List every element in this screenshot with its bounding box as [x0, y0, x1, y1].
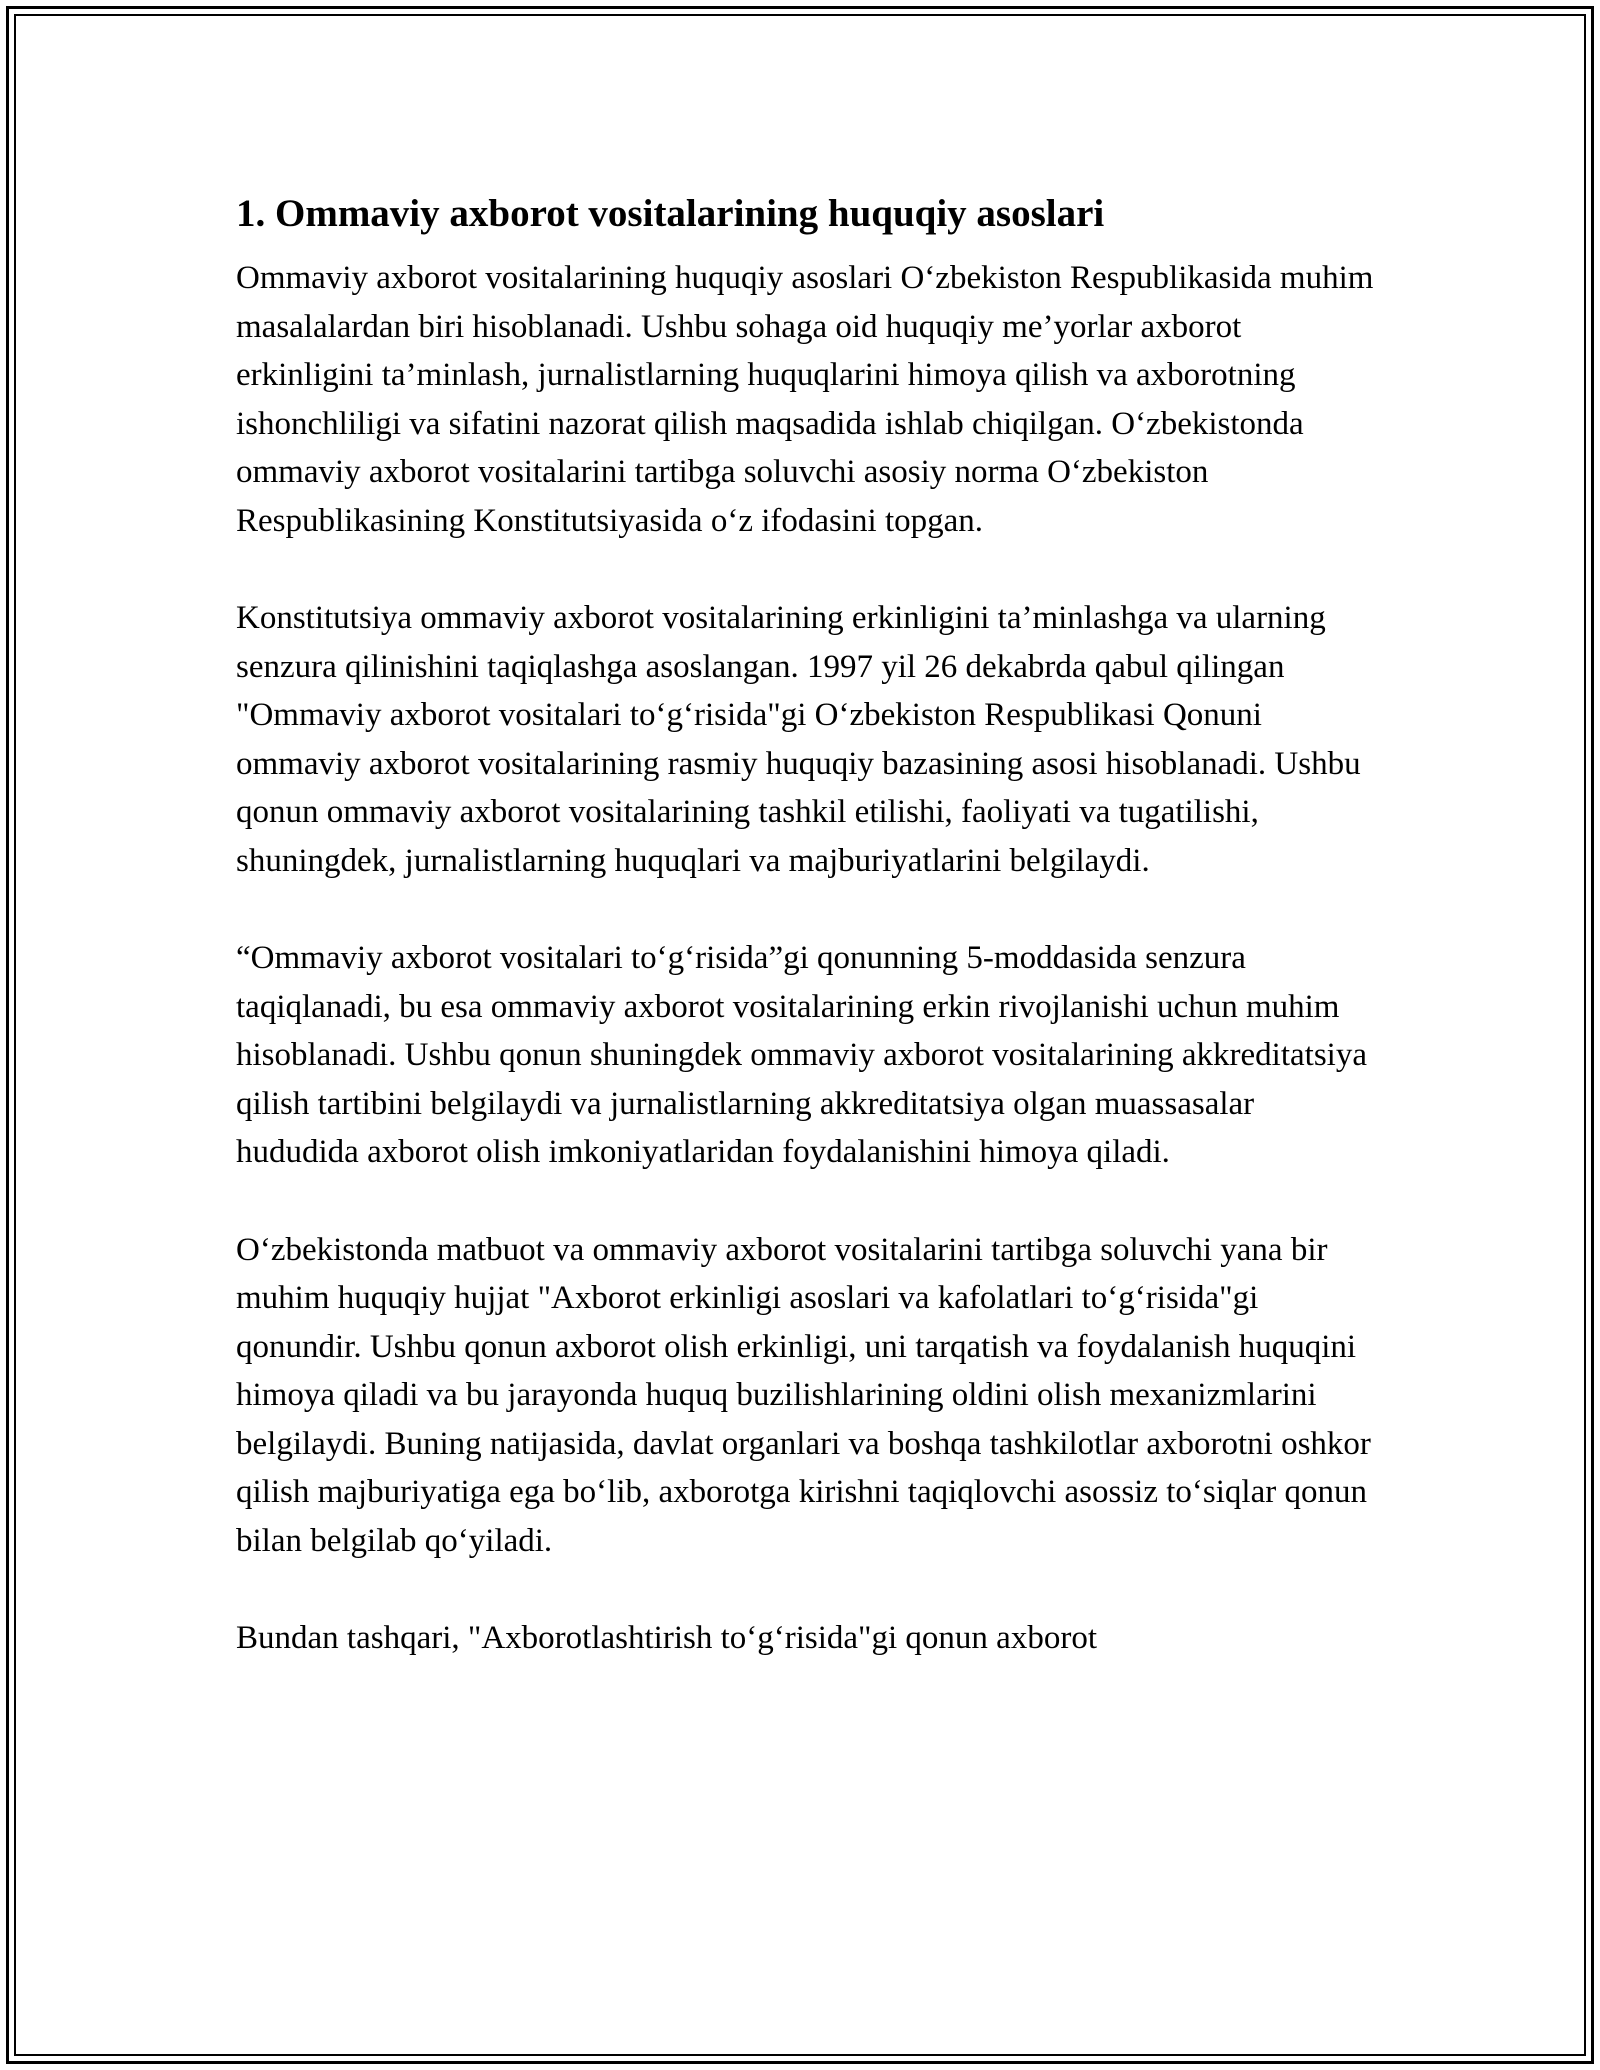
paragraph-4: O‘zbekistonda matbuot va ommaviy axborot vositalarini tartibga soluvchi yana bir muhim huquqiy hujjat "Axborot erkinligi asoslari va kafolatlari to‘g‘risida"gi qonundir. Ushbu qonun axborot olish erkinligi, uni tarqatish va foydalanish huquqini himoya qiladi va bu jarayonda huquq buzilishlarining oldini olish mexanizmlarini belgilaydi. Buning natijasida, davlat organlari va boshqa tashkilotlar axborotni oshkor qilish majburiyatiga ega bo‘lib, axborotga kirishni taqiqlovchi asossiz to‘siqlar qonun bilan belgilab qo‘yiladi.: [236, 1231, 1371, 1559]
section-heading: 1. Ommaviy axborot vositalarining huquqiy asoslari: [236, 192, 1105, 235]
paragraph-1: Ommaviy axborot vositalarining huquqiy asoslari O‘zbekiston Respublikasida muhim masalalardan biri hisoblanadi. Ushbu sohaga oid huquqiy me’yorlar axborot erkinligini ta’minlash, jurnalistlarning huquqlarini himoya qilish va axborotning ishonchliligi va sifatini nazorat qilish maqsadida ishlab chiqilgan. O‘zbekistonda ommaviy axborot vositalarini tartibga soluvchi asosiy norma O‘zbekiston Respublikasining Konstitutsiyasida o‘z ifodasini topgan.: [236, 260, 1374, 539]
paragraph-2: Konstitutsiya ommaviy axborot vositalarining erkinligini ta’minlashga va ularning senzura qilinishini taqiqlashga asoslangan. 1997 yil 26 dekabrda qabul qilingan "Ommaviy axborot vositalari to‘g‘risida"gi O‘zbekiston Respublikasi Qonuni ommaviy axborot vositalarining rasmiy huquqiy bazasining asosi hisoblanadi. Ushbu qonun ommaviy axborot vositalarining tashkil etilishi, faoliyati va tugatilishi, shuningdek, jurnalistlarning huquqlari va majburiyatlarini belgilaydi.: [236, 600, 1361, 879]
document-body: [236, 188, 1376, 1663]
paragraph-3: “Ommaviy axborot vositalari to‘g‘risida”gi qonunning 5-moddasida senzura taqiqlanadi, bu esa ommaviy axborot vositalarining erkin rivojlanishi uchun muhim hisoblanadi. Ushbu qonun shuningdek ommaviy axborot vositalarining akkreditatsiya qilish tartibini belgilaydi va jurnalistlarning akkreditatsiya olgan muassasalar hududida axborot olish imkoniyatlaridan foydalanishini himoya qiladi.: [236, 940, 1367, 1170]
paragraph-5: Bundan tashqari, "Axborotlashtirish to‘g‘risida"gi qonun axborot: [236, 1620, 1097, 1656]
